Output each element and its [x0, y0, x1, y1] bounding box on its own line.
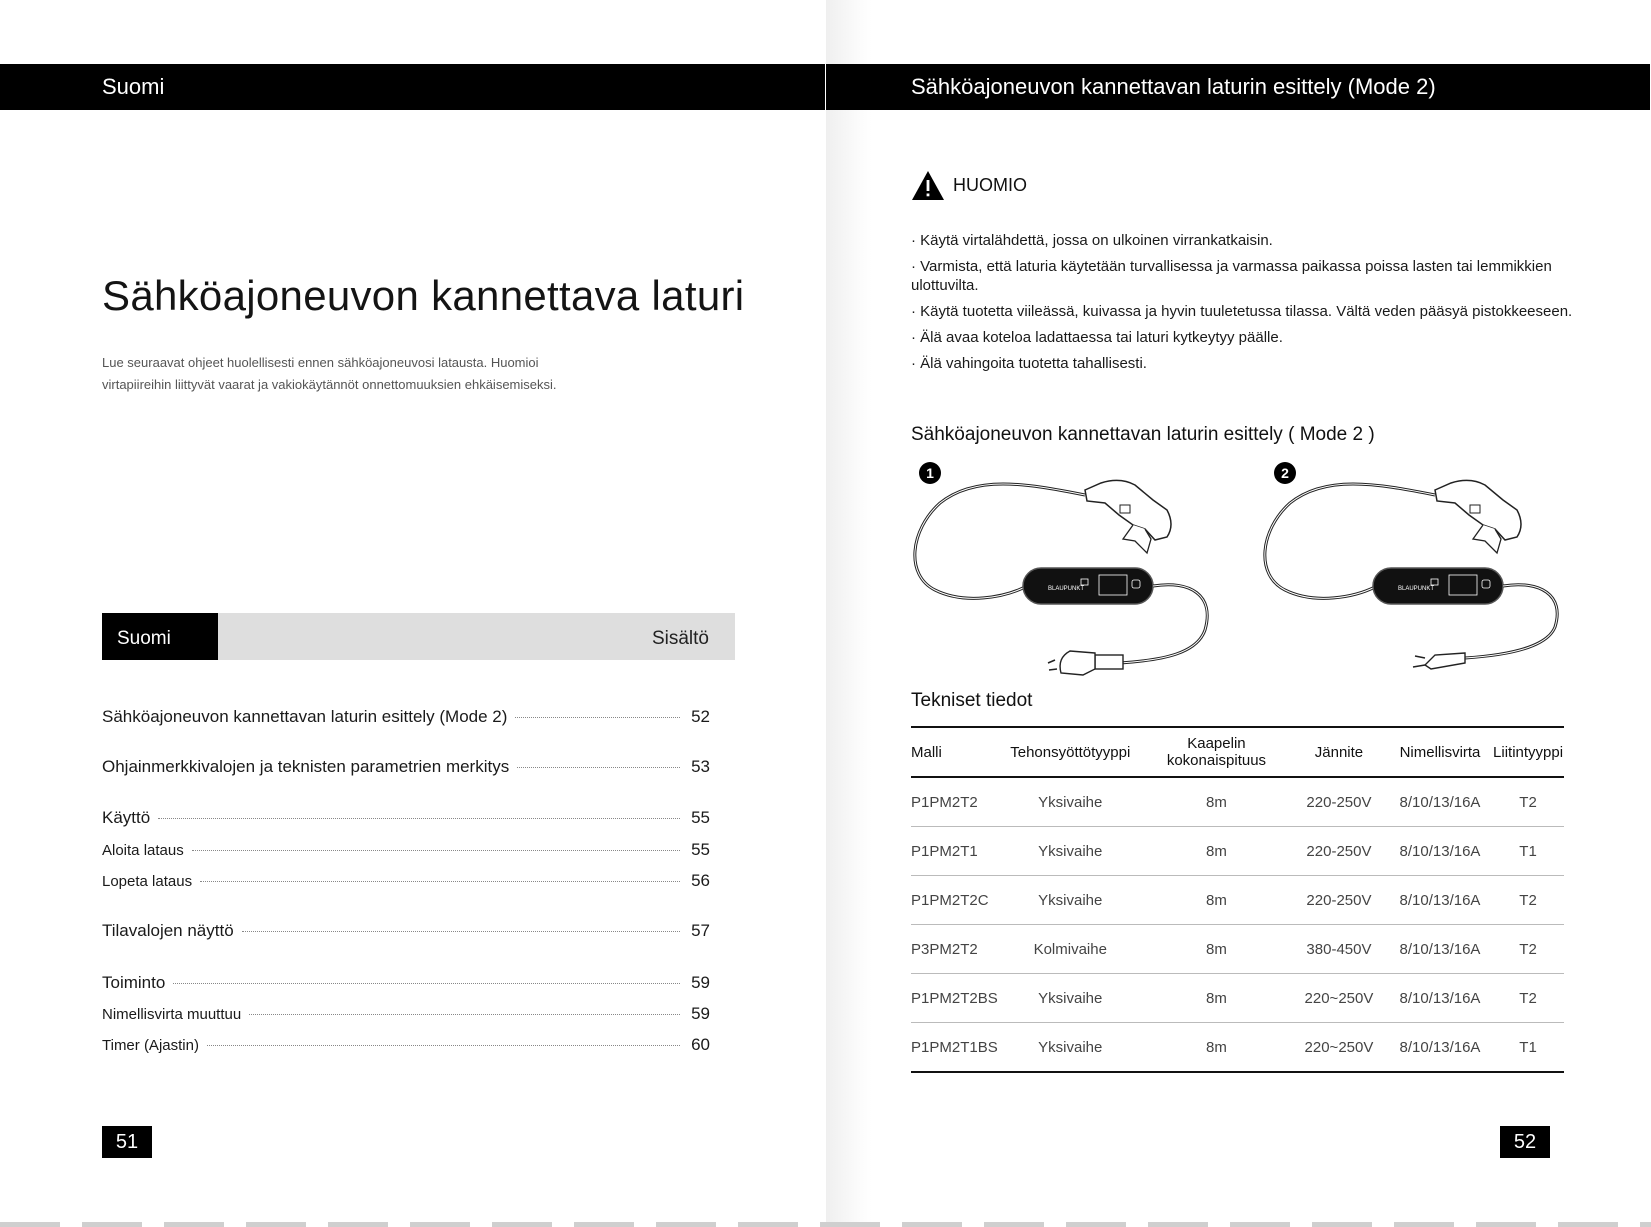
table-cell: 8m: [1143, 827, 1290, 876]
figure-marker-1-label: 1: [926, 465, 934, 481]
section-title: Sähköajoneuvon kannettavan laturin esittely ( Mode 2 ): [911, 424, 1375, 445]
brand-label: BLAUPUNKT: [1398, 586, 1435, 592]
toc-entry-label: Toiminto: [102, 973, 166, 992]
toc-entry-label: Tilavalojen näyttö: [102, 921, 234, 940]
toc-entry-page: 57: [691, 921, 710, 940]
table-cell: T2: [1492, 974, 1564, 1023]
toc-entry-page: 59: [691, 973, 710, 992]
table-cell: Yksivaihe: [998, 974, 1143, 1023]
toc-header-language: Suomi: [102, 613, 218, 660]
intro-text: Lue seuraavat ohjeet huolellisesti ennen sähköajoneuvosi latausta. Huomioi virtapiireihin liittyvät vaarat ja vakiokäytännöt onnettomuuksien ehkäisemiseksi.: [102, 355, 557, 392]
warning-heading: [911, 168, 1027, 202]
toc-entry[interactable]: [102, 757, 710, 777]
table-row: [911, 1023, 1564, 1073]
table-cell: 8m: [1143, 925, 1290, 974]
warning-item: · Varmista, että laturia käytetään turvallisessa ja varmassa paikassa poissa lasten tai lemmikkien ulottuvilta.: [911, 258, 1552, 294]
toc-entry-label: Timer (Ajastin): [102, 1037, 199, 1054]
toc-leader: [158, 818, 680, 819]
right-header-band: [826, 64, 1650, 110]
toc-entry[interactable]: [102, 871, 710, 891]
table-cell: 8m: [1143, 777, 1290, 827]
table-cell: 8/10/13/16A: [1388, 974, 1492, 1023]
specs-header-cell: Tehonsyöttötyyppi: [998, 727, 1143, 777]
table-cell: P1PM2T1: [911, 827, 998, 876]
table-cell: Yksivaihe: [998, 876, 1143, 925]
table-row: [911, 925, 1564, 974]
warning-triangle-icon: [911, 170, 945, 201]
warning-item: · Käytä virtalähdettä, jossa on ulkoinen virrankatkaisin.: [911, 232, 1273, 249]
table-cell: 8m: [1143, 876, 1290, 925]
toc-entry-page: 56: [691, 871, 710, 890]
toc-entry[interactable]: [102, 707, 710, 727]
right-header-text: Sähköajoneuvon kannettavan laturin esittely (Mode 2): [911, 74, 1436, 99]
page-gutter-shadow: [826, 0, 872, 1227]
table-cell: P3PM2T2: [911, 925, 998, 974]
table-cell: 8/10/13/16A: [1388, 1023, 1492, 1073]
table-cell: 380-450V: [1290, 925, 1388, 974]
warning-item: · Käytä tuotetta viileässä, kuivassa ja hyvin tuuletetussa tilassa. Vältä veden pääsyä pistokkeeseen.: [911, 303, 1573, 320]
toc-entry[interactable]: [102, 1004, 710, 1024]
toc-entry-label: Käyttö: [102, 808, 151, 827]
warning-list: [911, 231, 1611, 380]
warning-label: HUOMIO: [953, 174, 1027, 195]
specs-table: [911, 726, 1564, 1073]
toc-entry-page: 52: [691, 707, 710, 726]
warning-item: · Älä vahingoita tuotetta tahallisesti.: [911, 355, 1147, 372]
table-cell: 8/10/13/16A: [1388, 827, 1492, 876]
table-cell: Yksivaihe: [998, 827, 1143, 876]
toc-entry-page: 55: [691, 808, 710, 827]
specs-header-cell: Malli: [911, 727, 998, 777]
table-cell: T2: [1492, 925, 1564, 974]
page-number-left: 51: [102, 1126, 152, 1158]
figure-marker-2-label: 2: [1281, 465, 1289, 481]
specs-header-cell: Nimellisvirta: [1388, 727, 1492, 777]
toc-leader: [192, 850, 680, 851]
table-cell: P1PM2T2BS: [911, 974, 998, 1023]
toc-leader: [242, 931, 680, 932]
toc-entry[interactable]: [102, 973, 710, 993]
table-cell: 220~250V: [1290, 1023, 1388, 1073]
left-header-text: Suomi: [102, 74, 165, 99]
toc-entry-label: Aloita lataus: [102, 842, 184, 859]
table-cell: 220-250V: [1290, 876, 1388, 925]
toc-entry[interactable]: [102, 840, 710, 860]
table-row: [911, 777, 1564, 827]
table-cell: Yksivaihe: [998, 1023, 1143, 1073]
toc-entry-page: 59: [691, 1004, 710, 1023]
toc-entry-label: Ohjainmerkkivalojen ja teknisten parametrien merkitys: [102, 757, 510, 776]
table-cell: 8/10/13/16A: [1388, 876, 1492, 925]
main-title: Sähköajoneuvon kannettava laturi: [102, 272, 745, 319]
specs-header-row: [911, 727, 1564, 777]
table-cell: Yksivaihe: [998, 777, 1143, 827]
page-number-right: 52: [1500, 1126, 1550, 1158]
toc-leader: [515, 717, 680, 718]
table-cell: T2: [1492, 777, 1564, 827]
specs-title: Tekniset tiedot: [911, 690, 1033, 711]
table-cell: 220-250V: [1290, 827, 1388, 876]
toc-entry[interactable]: [102, 808, 710, 828]
table-row: [911, 974, 1564, 1023]
toc-entry-label: Nimellisvirta muuttuu: [102, 1006, 242, 1023]
specs-header-cell: Jännite: [1290, 727, 1388, 777]
table-cell: Kolmivaihe: [998, 925, 1143, 974]
scan-edge-marks: [0, 1222, 1651, 1227]
toc-entry[interactable]: [102, 1035, 710, 1055]
table-row: [911, 827, 1564, 876]
toc-entry[interactable]: [102, 921, 710, 941]
toc-header-title: Sisältö: [651, 628, 709, 649]
table-cell: P1PM2T2: [911, 777, 998, 827]
brand-label: BLAUPUNKT: [1048, 586, 1085, 592]
table-cell: P1PM2T1BS: [911, 1023, 998, 1073]
table-cell: 8/10/13/16A: [1388, 925, 1492, 974]
toc-entry-label: Sähköajoneuvon kannettavan laturin esittely (Mode 2): [102, 707, 508, 726]
toc-leader: [517, 767, 680, 768]
table-row: [911, 876, 1564, 925]
left-header-band: [0, 64, 825, 110]
toc-entry-label: Lopeta lataus: [102, 873, 193, 890]
toc-leader: [200, 881, 680, 882]
toc-entry-page: 55: [691, 840, 710, 859]
warning-item: · Älä avaa koteloa ladattaessa tai laturi kytkeytyy päälle.: [911, 329, 1283, 346]
toc-leader: [173, 983, 680, 984]
toc-leader: [207, 1045, 680, 1046]
toc-entry-page: 60: [691, 1035, 710, 1054]
specs-header-cell: Liitintyyppi: [1492, 727, 1564, 777]
table-cell: T1: [1492, 827, 1564, 876]
table-cell: 8m: [1143, 974, 1290, 1023]
toc-leader: [249, 1014, 680, 1015]
charger-illustration: [905, 455, 1575, 695]
table-cell: 8/10/13/16A: [1388, 777, 1492, 827]
table-cell: P1PM2T2C: [911, 876, 998, 925]
charger-2-drawing: [1265, 462, 1557, 669]
table-cell: 8m: [1143, 1023, 1290, 1073]
specs-header-cell: Kaapelin kokonaispituus: [1143, 727, 1290, 777]
toc-entry-page: 53: [691, 757, 710, 776]
table-cell: T1: [1492, 1023, 1564, 1073]
table-cell: T2: [1492, 876, 1564, 925]
charger-1-drawing: [915, 462, 1207, 675]
toc-header-bar: [102, 613, 735, 660]
table-cell: 220-250V: [1290, 777, 1388, 827]
table-cell: 220~250V: [1290, 974, 1388, 1023]
